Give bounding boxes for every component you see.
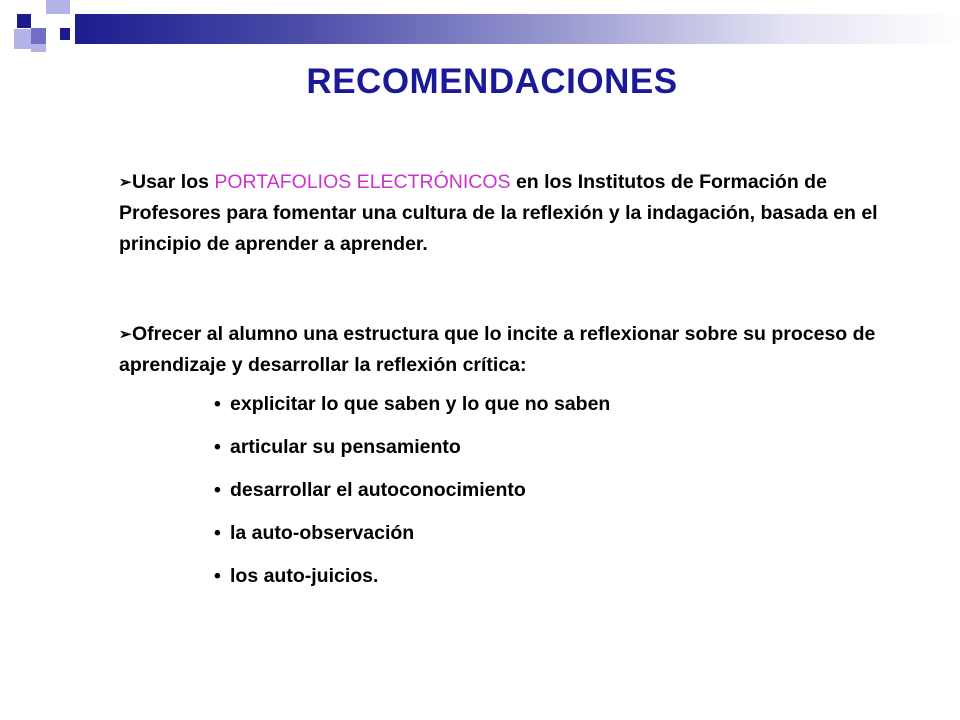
list-item — [214, 518, 919, 561]
list-item-text: los auto-juicios. — [230, 565, 379, 587]
bullet-dot-icon: • — [214, 565, 221, 587]
list-item — [214, 475, 919, 518]
bullet-dot-icon: • — [214, 393, 221, 415]
bullet-dot-icon: • — [214, 479, 221, 501]
recommendation-1-text-before: Usar los — [132, 171, 215, 193]
recommendation-1-highlight: PORTAFOLIOS ELECTRÓNICOS — [214, 171, 511, 193]
recommendation-2-text: Ofrecer al alumno una estructura que lo incite a reflexionar sobre su proceso de aprendizaje y desarrollar la reflexión crítica: — [119, 323, 876, 376]
decor-square-lavender-top — [46, 0, 70, 14]
list-item-text: desarrollar el autoconocimiento — [230, 479, 526, 501]
list-item-text: articular su pensamiento — [230, 436, 461, 458]
arrow-bullet-icon: ➢ — [119, 326, 132, 343]
list-item-text: la auto-observación — [230, 522, 415, 544]
slide-body — [119, 167, 919, 604]
decor-square-mid — [31, 28, 46, 44]
recommendation-1-text-after: en los Institutos de Formación de Profesores para fomentar una cultura de la reflexión y la indagación, basada en el principio de aprender a aprender. — [119, 171, 878, 255]
list-item — [214, 389, 919, 432]
recommendation-1 — [119, 167, 919, 260]
bullet-dot-icon: • — [214, 436, 221, 458]
decor-square-lavender-left — [14, 29, 31, 49]
recommendation-2 — [119, 319, 919, 381]
slide-title: RECOMENDACIONES — [306, 62, 678, 101]
header-gradient-banner — [75, 14, 960, 44]
arrow-bullet-icon: ➢ — [119, 174, 132, 191]
decor-square-navy-small — [60, 28, 70, 40]
list-item — [214, 561, 919, 604]
decor-square-navy — [17, 14, 31, 28]
list-item — [214, 432, 919, 475]
list-item-text: explicitar lo que saben y lo que no saben — [230, 393, 611, 415]
sub-bullet-list — [119, 389, 919, 604]
bullet-dot-icon: • — [214, 522, 221, 544]
decor-square-lavender-bottom — [31, 44, 46, 52]
